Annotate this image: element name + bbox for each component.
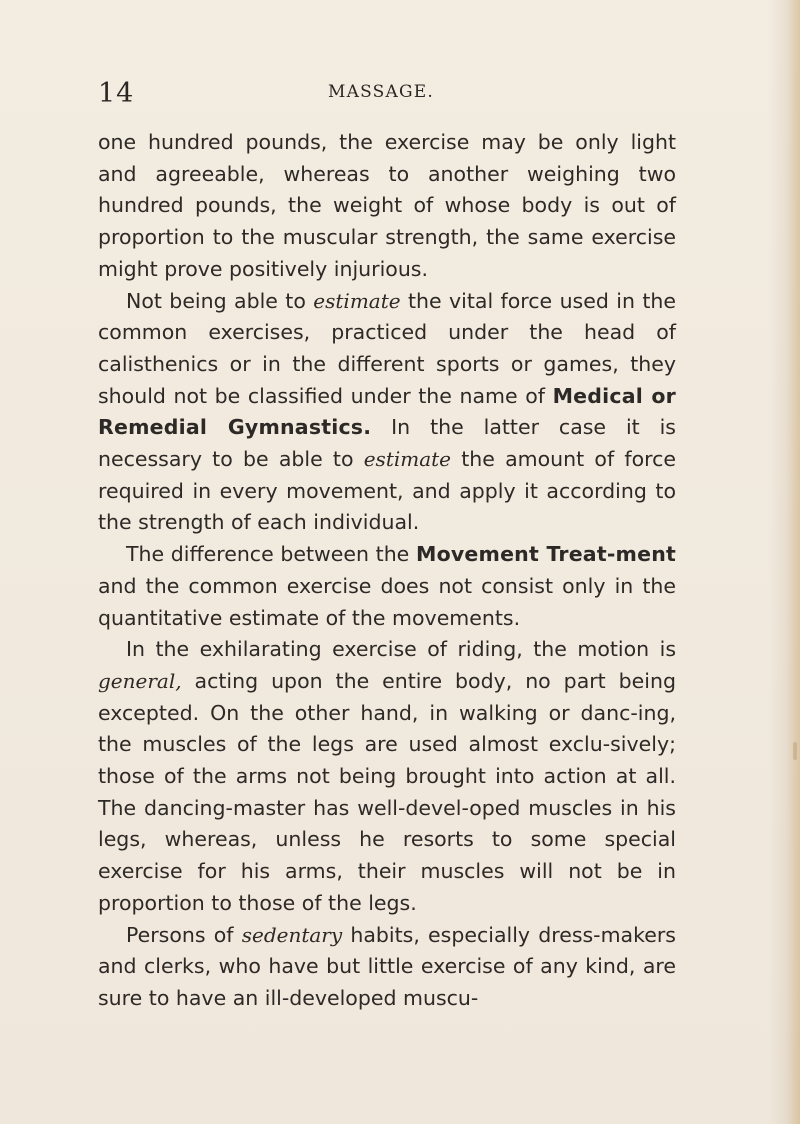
paper-speck [793,742,797,760]
text-run: Not being able to [126,288,314,313]
paragraph-2 [98,286,676,540]
text-run: The difference between the [126,542,416,567]
bold-text: Medical or Remedial Gymnastics. [98,383,676,440]
italic-text: estimate [363,447,452,472]
paragraph-5 [98,920,676,1015]
text-run: the vital force used in the common exercises, practiced under the head of calisthenics or in the different sports or games, they should not be classified under the name of [98,288,676,408]
paragraph-3 [98,539,676,634]
text-run: the amount of force required in every movement, and apply it according to the strength of each individual. [98,447,676,535]
running-head: MASSAGE. [328,82,434,102]
text-run: and the common exercise does not consist only in the quantitative estimate of the movements. [98,573,676,630]
page-number: 14 [98,78,135,109]
text-run: Persons of [126,922,242,947]
italic-text: estimate [313,288,401,313]
italic-text: general, [98,668,182,693]
bold-text: Movement Treat-ment [415,542,676,567]
text-run: habits, especially dress-makers and clerks, who have but little exercise of any kind, are sure to have an ill-developed muscu- [98,922,676,1010]
text-run: acting upon the entire body, no part being excepted. On the other hand, in walking or danc-ing, the muscles of the legs are used almost exclu-sively; those of the arms not being brought into action at all. The dancing-master has well-devel-oped muscles in his legs, whereas, unless he resorts to some special exercise for his arms, their muscles will not be in proportion to those of the legs. [98,668,676,915]
page-edge-shading [786,0,800,1124]
paragraph-1: one hundred pounds, the exercise may be only light and agreeable, whereas to another weighing two hundred pounds, the weight of whose body is out of proportion to the muscular strength, the same exercise might prove positively injurious. [98,130,676,281]
page-header [98,78,698,112]
italic-text: sedentary [241,922,343,947]
paragraph-4 [98,634,676,919]
text-run: In the exhilarating exercise of riding, the motion is [126,637,676,662]
body-text [98,127,676,1015]
text-run: In the latter case it is necessary to be able to [98,415,676,472]
